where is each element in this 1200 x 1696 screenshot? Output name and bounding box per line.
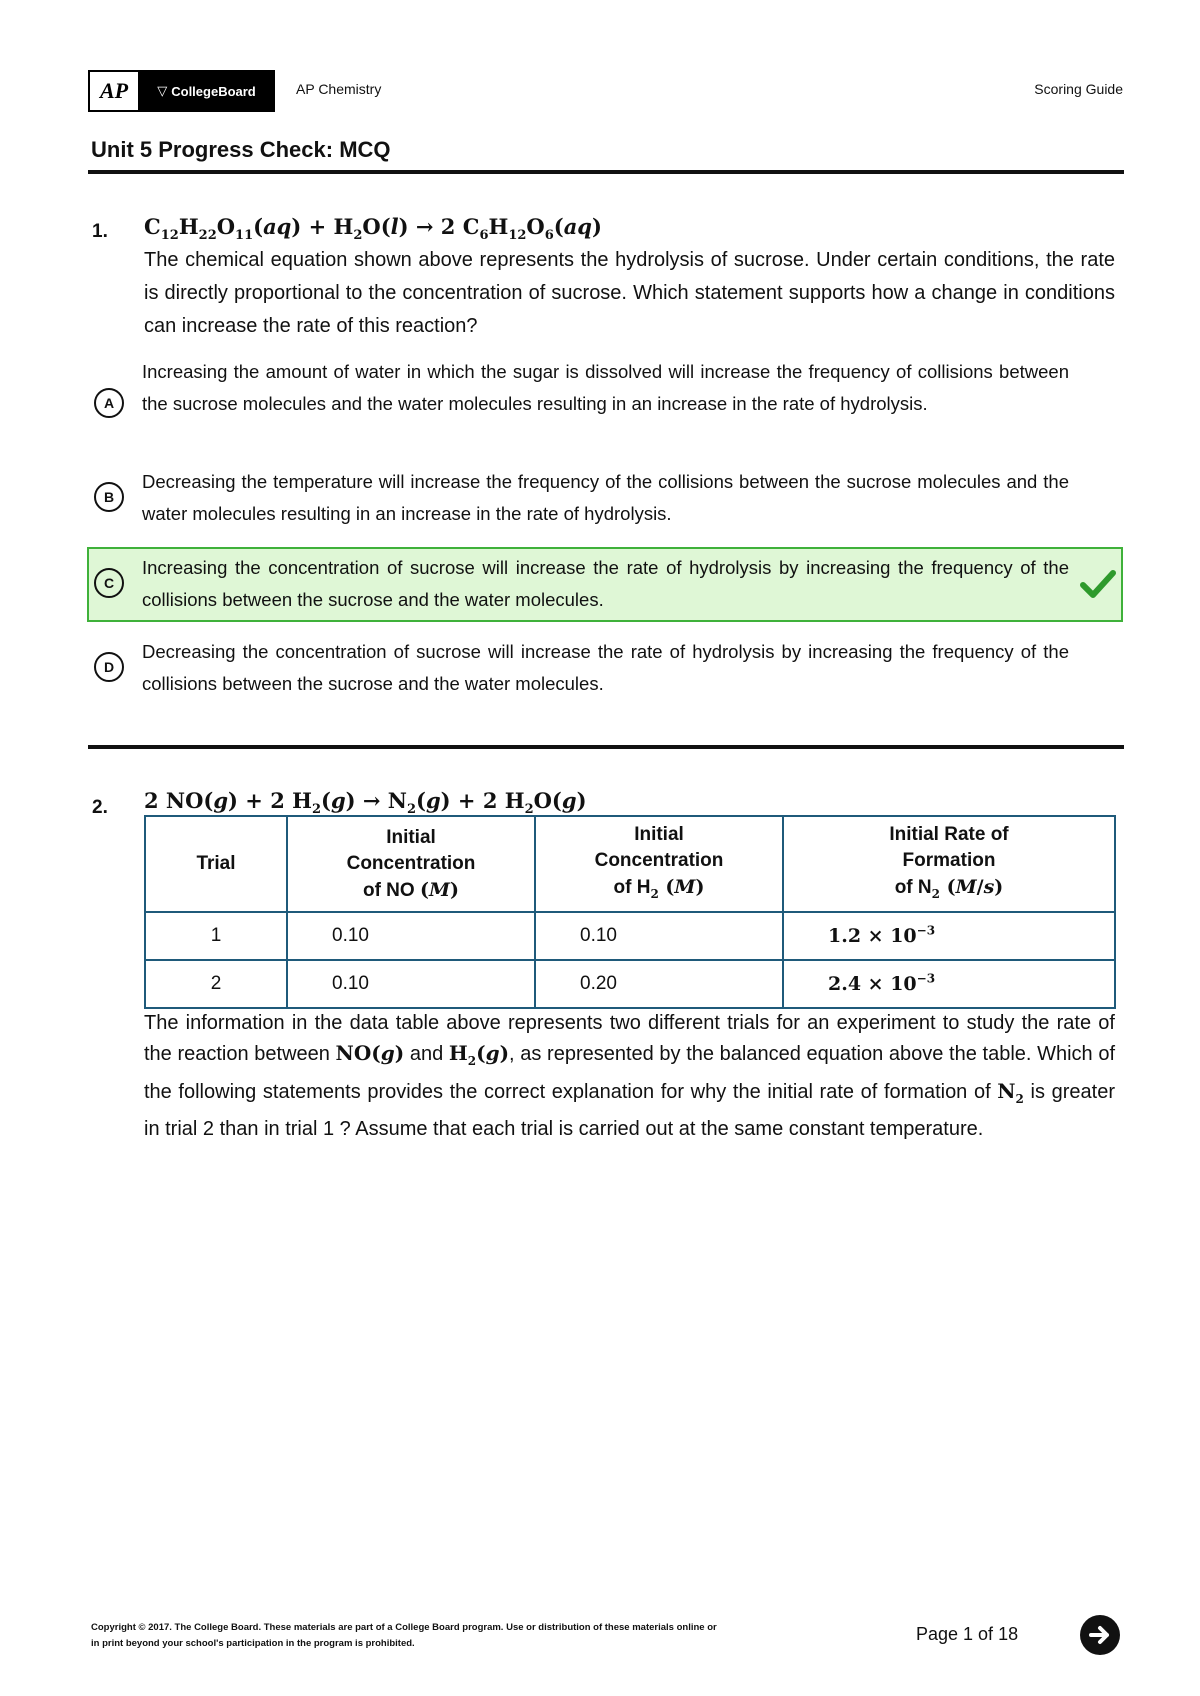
question-1-text: The chemical equation shown above represents the hydrolysis of sucrose. Under certain conditions, the rate is directly proportional to the concentration of sucrose. Which statement supports how a change in conditions can increase the rate of this reaction?: [144, 249, 1115, 337]
cell-rate: $2.4 \times 10^{-3}$: [783, 960, 1115, 1008]
page-title: Unit 5 Progress Check: MCQ: [91, 137, 391, 162]
header-no-concentration: Initial Concentration of NO (M): [287, 816, 535, 912]
question-2-number: 2.: [92, 797, 108, 818]
cell-no: 0.10: [287, 912, 535, 960]
header-n2-rate: Initial Rate of Formation of $N_2$ (M/s): [783, 816, 1115, 912]
table-row: [145, 960, 1115, 1008]
cell-rate: $1.2 \times 10^{-3}$: [783, 912, 1115, 960]
option-c-text[interactable]: Increasing the concentration of sucrose will increase the rate of hydrolysis by increasing the frequency of the collisions between the sucrose and the water molecules.: [142, 557, 1069, 610]
title-divider: [88, 170, 1124, 174]
option-d-text[interactable]: Decreasing the concentration of sucrose will increase the rate of hydrolysis by increasing the frequency of the collisions between the sucrose and the water molecules.: [142, 641, 1069, 694]
document-type: Scoring Guide: [1034, 81, 1123, 97]
question-1-equation: $C_{12}H_{22}O_{11}(aq) + H_2O(l) \to 2$ $C_6H_{12}O_6(aq)$: [144, 214, 602, 244]
header-h2-concentration: Initial Concentration of $H_2$ (M): [535, 816, 783, 912]
copyright-notice: Copyright © 2017. The College Board. These materials are part of a College Board program. Use or distribution of these materials online or in print beyond your school's participation in the program is prohibited.: [91, 1622, 717, 1649]
table-header-row: [145, 816, 1115, 912]
option-a-text[interactable]: Increasing the amount of water in which the sugar is dissolved will increase the frequency of collisions between the sucrose molecules and the water molecules resulting in an increase in the rate of hydrolysis.: [142, 361, 1069, 414]
option-c-radio[interactable]: C: [94, 568, 124, 598]
question-2-equation: 2 NO(g) + 2 $H_2(g) \to N_2(g) + 2$ $H_2O(g)$: [144, 788, 587, 818]
option-b-radio[interactable]: B: [94, 482, 124, 512]
question-2-text: The information in the data table above represents two different trials for an experiment to study the rate of the reaction between NO(g) and $H_2(g)$, as represented by the balanced equation above the table. Which of the following statements provides the correct explanation for why the initial rate of formation of $N_2$ is greater in trial 2 than in trial 1 ? Assume that each trial is carried out at the same constant temperature.: [144, 1012, 1115, 1140]
checkmark-icon: [1080, 568, 1116, 600]
cell-h2: 0.10: [535, 912, 783, 960]
header-trial: Trial: [145, 816, 287, 912]
collegeboard-logo-text: ▽ CollegeBoard: [140, 72, 273, 110]
page-indicator: Page 1 of 18: [916, 1624, 1019, 1644]
cell-h2: 0.20: [535, 960, 783, 1008]
acorn-shield-icon: ▽: [157, 83, 168, 98]
ap-logo-text: AP: [90, 72, 140, 110]
question-divider: [88, 745, 1124, 749]
ap-collegeboard-logo: [88, 70, 275, 112]
arrow-right-icon: [1086, 1621, 1114, 1649]
table-row: [145, 912, 1115, 960]
next-page-button[interactable]: [1080, 1615, 1120, 1655]
course-name: AP Chemistry: [296, 81, 382, 97]
option-a-radio[interactable]: A: [94, 388, 124, 418]
cell-no: 0.10: [287, 960, 535, 1008]
data-table: [144, 815, 1116, 1009]
question-1-number: 1.: [92, 221, 108, 242]
option-b-text[interactable]: Decreasing the temperature will increase the frequency of the collisions between the sucrose molecules and the water molecules resulting in an increase in the rate of hydrolysis.: [142, 471, 1069, 524]
cell-trial: 1: [145, 912, 287, 960]
option-d-radio[interactable]: D: [94, 652, 124, 682]
cell-trial: 2: [145, 960, 287, 1008]
